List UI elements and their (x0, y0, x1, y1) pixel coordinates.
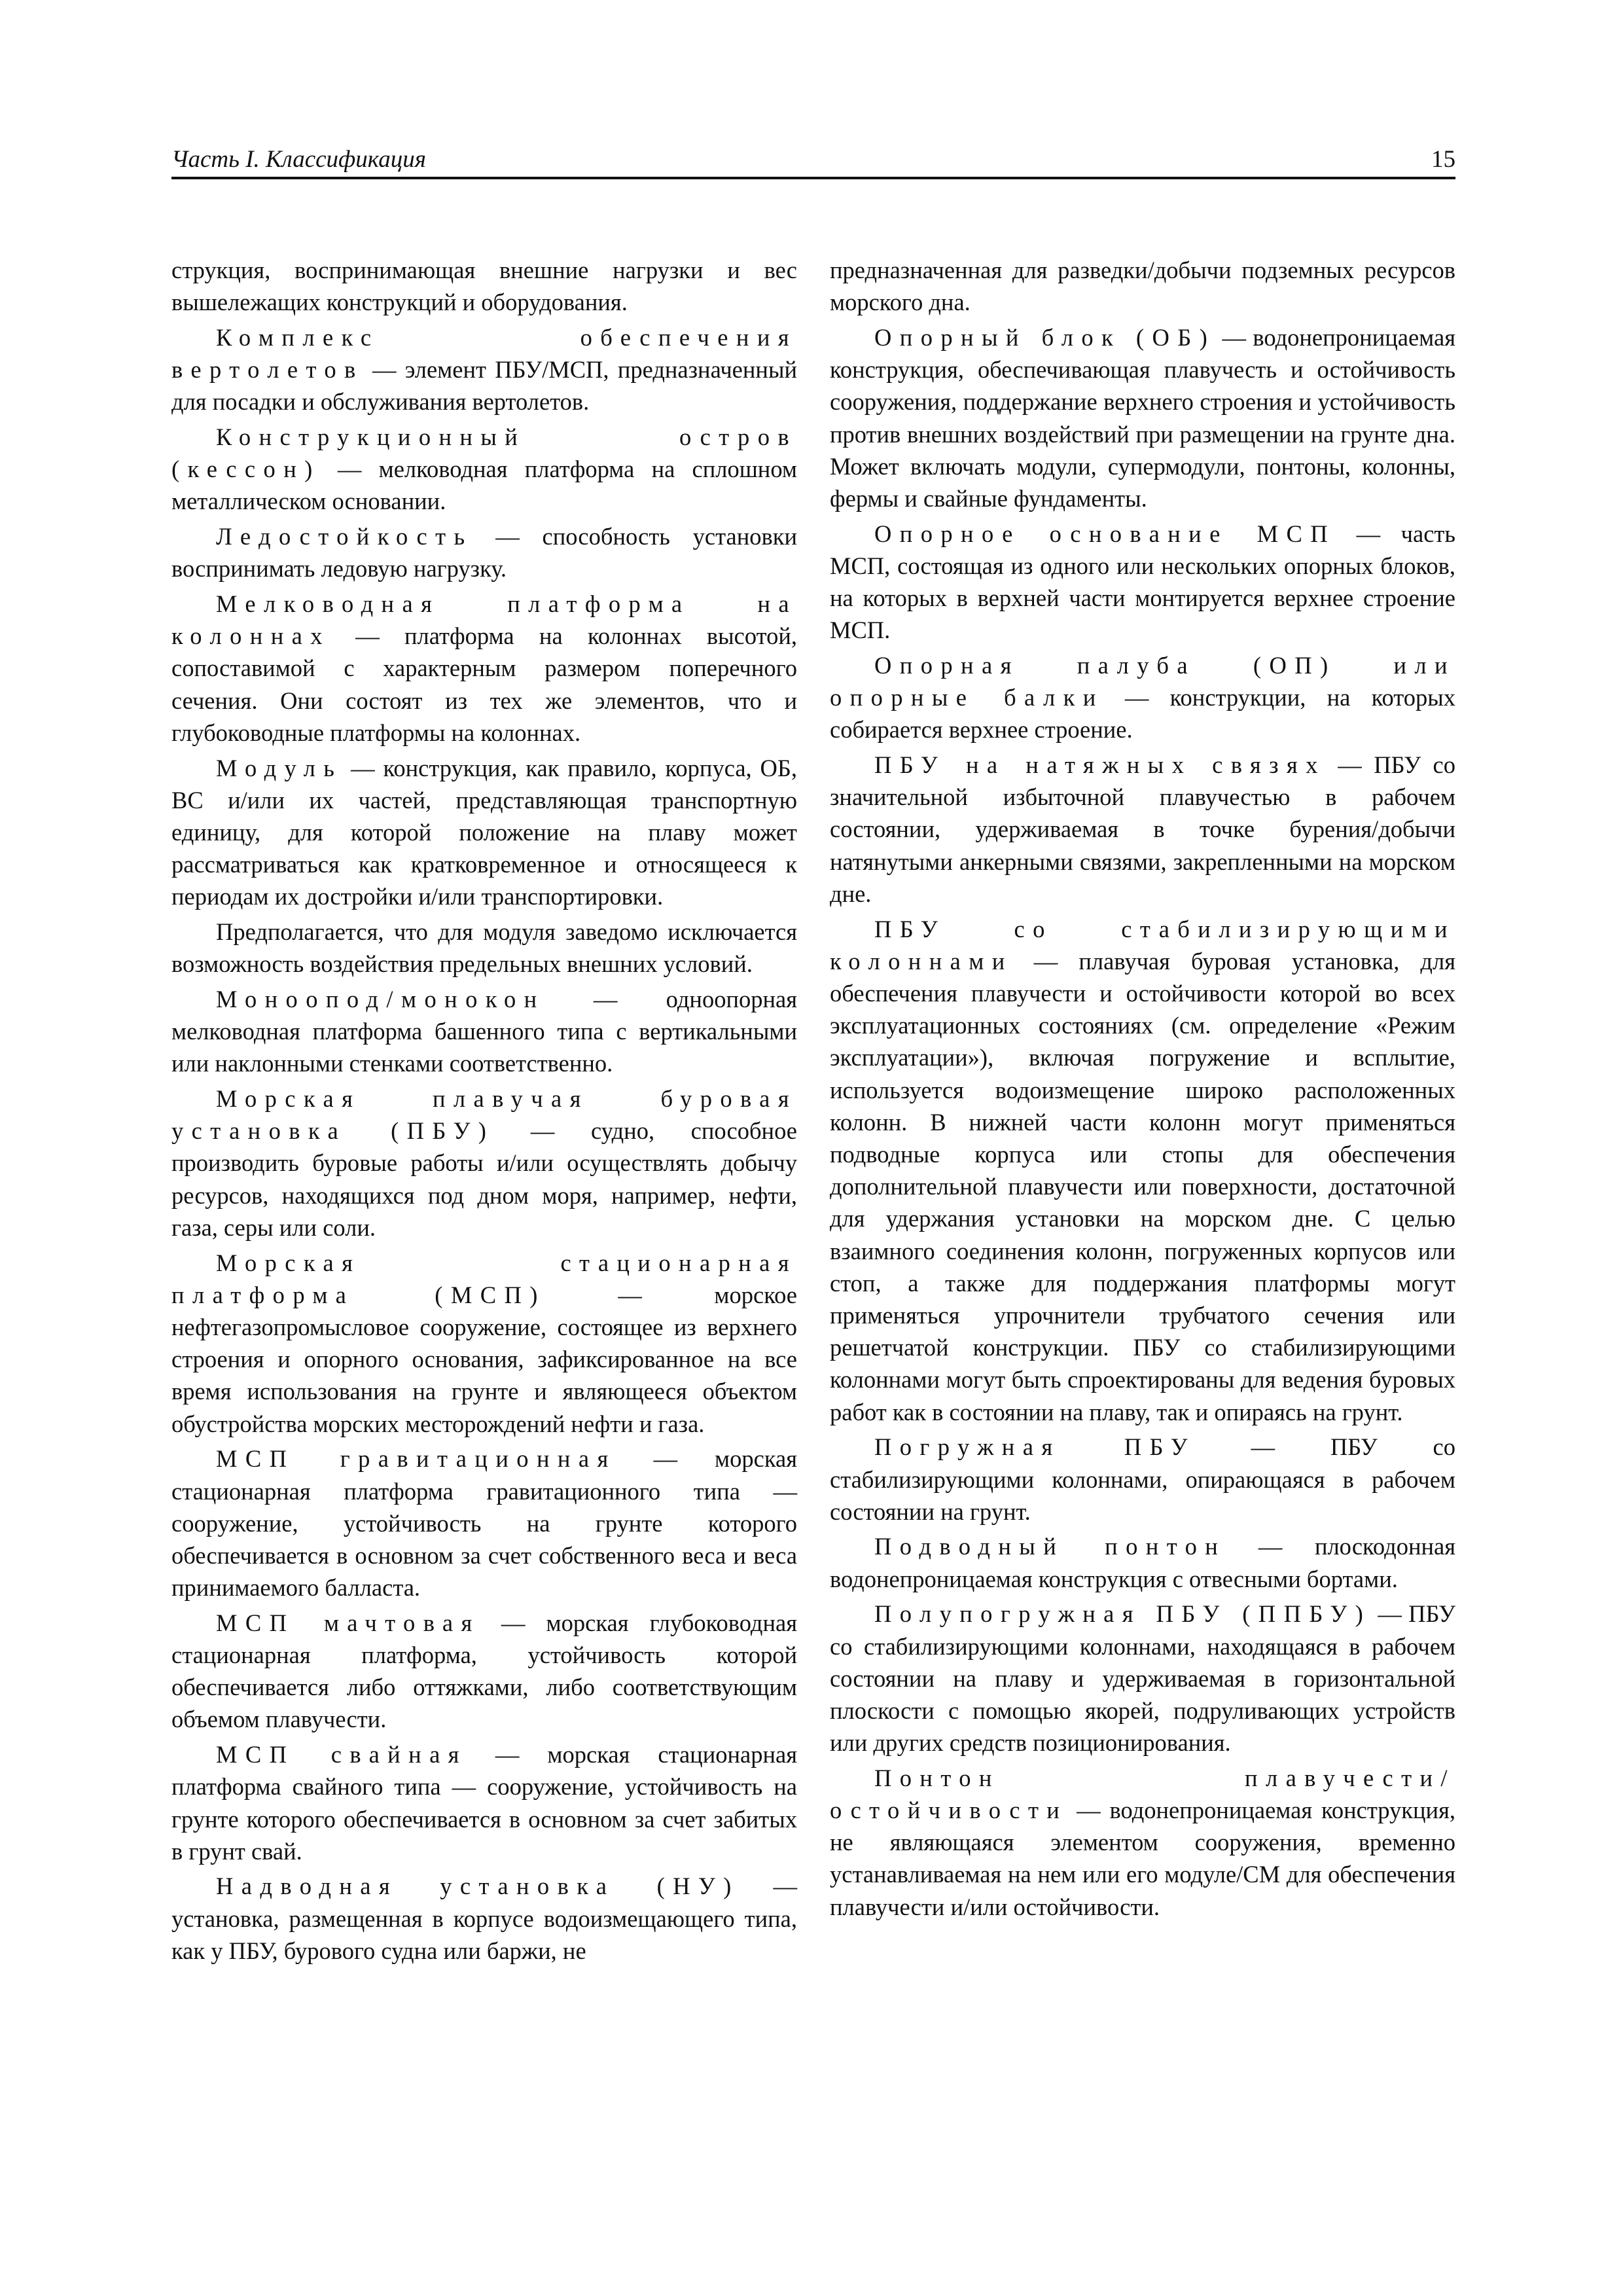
defined-term: Погружная ПБУ (874, 1433, 1196, 1461)
definition-paragraph (830, 1431, 1455, 1528)
definition-paragraph (830, 749, 1455, 910)
left-column (171, 254, 797, 1970)
definition-text: — морское нефтегазопромысловое сооружение, состоящее из верхнего строения и опорного основания, зафиксированное на все время использования на грунте и являющееся объектом обустройства морских месторождений нефти и газа. (171, 1281, 798, 1437)
definition-text: — ПБУ со стабилизирующими колоннами, опирающаяся в рабочем состоянии на грунт. (830, 1433, 1455, 1525)
definition-text: — способность установки воспринимать ледовую нагрузку. (171, 523, 797, 583)
definition-paragraph (830, 254, 1455, 318)
definition-paragraph (830, 649, 1455, 746)
definition-text: — водонепроницаемая конструкция, не являющаяся элементом сооружения, временно устанавливаемая на нем или его модуле/СМ для обеспечения плавучести и/или остойчивости. (830, 1797, 1455, 1920)
definition-text: — платформа на колоннах высотой, сопоставимой с характерным размером поперечного сечения. Они состоят из тех же элементов, что и глубоководные платформы на колоннах. (171, 622, 797, 746)
definition-paragraph (171, 1247, 797, 1440)
defined-term: Морская плавучая буровая установка (ПБУ) (171, 1085, 797, 1145)
defined-term: Ледостойкость (216, 523, 473, 550)
definition-paragraph (830, 1598, 1455, 1759)
definition-text: — часть МСП, состоящая из одного или нескольких опорных блоков, на которых в верхней части монтируется верхнее строение МСП. (830, 520, 1455, 644)
definition-paragraph (171, 916, 797, 980)
defined-term: Опорное основание МСП (874, 520, 1336, 547)
defined-term: Опорный блок (ОБ) (874, 323, 1216, 351)
definition-paragraph (171, 1083, 797, 1244)
definition-paragraph (171, 1738, 797, 1867)
definition-text: — морская глубоководная стационарная платформа, устойчивость которой обеспечивается либо оттяжками, либо соответствующим объемом плавучести. (171, 1609, 798, 1733)
definition-text: — конструкции, на которых собирается верхнее строение. (830, 684, 1455, 744)
header-rule (171, 177, 1455, 179)
defined-term: МСП гравитационная (216, 1445, 616, 1473)
definition-paragraph (171, 1870, 797, 1967)
defined-term: Модуль (216, 754, 343, 781)
definition-text: — элемент ПБУ/МСП, предназначенный для посадки и обслуживания вертолетов. (171, 356, 797, 416)
definition-text: — плоскодонная водонепроницаемая конструкция с отвесными бортами. (830, 1533, 1455, 1592)
definition-text: — водонепроницаемая конструкция, обеспечивающая плавучесть и остойчивость сооружения, поддержание верхнего строения и устойчивость против внешних воздействий при размещении на грунте дна. Может включать модули, супермодули, понтоны, колонны, фермы и свайные фундаменты. (830, 323, 1455, 512)
right-column (830, 254, 1455, 1926)
definition-paragraph (171, 1443, 797, 1604)
defined-term: Морская стационарная платформа (МСП) (171, 1249, 797, 1308)
definition-text: — одноопорная мелководная платформа башенного типа с вертикальными или наклонными стенками соответственно. (171, 985, 797, 1077)
defined-term: Комплекс обеспечения вертолетов (171, 323, 797, 384)
definition-paragraph (830, 1530, 1455, 1594)
definition-paragraph (171, 421, 797, 518)
defined-term: Понтон плавучести/остойчивости (830, 1764, 1455, 1824)
definition-paragraph (171, 752, 797, 913)
definition-text: — морская стационарная платформа гравитационного типа — сооружение, устойчивость на грунте которого обеспечивается в основном за счет собственного веса и веса принимаемого балласта. (171, 1445, 797, 1602)
definition-text: Предполагается, что для модуля заведомо исключается возможность воздействия предельных внешних условий. (171, 918, 797, 978)
definition-paragraph (171, 1607, 797, 1736)
definition-paragraph (171, 321, 797, 418)
definition-text: — плавучая буровая установка, для обеспечения плавучести и остойчивости которой во всех эксплуатационных состояниях (см. определение «Режим эксплуатации»), включая погружение и всплытие, используется водоизмещение широко расположенных колонн. В нижней части колонн могут применяться подводные корпуса или стопы для обеспечения дополнительной плавучести или поверхности, достаточной для удержания установки на морском дне. С целью взаимного соединения колонн, погруженных корпусов или стоп, а также для поддержания платформы могут применяться упрочнители трубчатого сечения или решетчатой конструкции. ПБУ со стабилизирующими колоннами могут быть спроектированы для ведения буровых работ как в состоянии на плаву, так и опираясь на грунт. (830, 947, 1455, 1426)
definition-paragraph (830, 321, 1455, 514)
page-header (171, 143, 1455, 177)
defined-term: Полупогружная ПБУ (ППБУ) (874, 1600, 1372, 1628)
definition-paragraph (830, 518, 1455, 647)
definition-text: — ПБУ со стабилизирующими колоннами, находящаяся в рабочем состоянии на плаву и удерживаемая в горизонтальной плоскости с помощью якорей, подруливающих устройств или других средств позиционирования. (830, 1600, 1455, 1757)
definition-text: — мелководная платформа на сплошном металлическом основании. (171, 456, 797, 515)
page-number: 15 (1431, 146, 1455, 173)
definition-text: — ПБУ со значительной избыточной плавучестью в рабочем состоянии, удерживаемая в точке бурения/добычи натянутыми анкерными связями, закрепленными на морском дне. (830, 751, 1456, 907)
definition-text: — конструкция, как правило, корпуса, ОБ, ВС и/или их частей, представляющая транспортную единицу, для которой положение на плаву может рассматриваться как кратковременное и относящееся к периодам их достройки и/или транспортировки. (171, 754, 797, 910)
defined-term: Моноопод/монокон (216, 985, 545, 1013)
definition-paragraph (171, 520, 797, 584)
running-title: Часть I. Классификация (171, 146, 426, 173)
definition-text: предназначенная для разведки/добычи подземных ресурсов морского дна. (830, 257, 1455, 316)
defined-term: Конструкционный остров (кессон) (171, 423, 797, 483)
definition-paragraph (171, 254, 797, 318)
definition-paragraph (171, 588, 797, 749)
defined-term: Мелководная платформа на колоннах (171, 590, 797, 650)
defined-term: МСП мачтовая (216, 1609, 480, 1636)
definition-paragraph (830, 1762, 1455, 1923)
defined-term: Надводная установка (НУ) (216, 1873, 740, 1900)
defined-term: Подводный понтон (874, 1533, 1226, 1560)
definition-text: — морская стационарная платформа свайного типа — сооружение, устойчивость на грунте которого обеспечивается в основном за счет забитых в грунт свай. (171, 1741, 797, 1865)
definition-text: — судно, способное производить буровые работы и/или осуществлять добычу ресурсов, находящихся под дном моря, например, нефти, газа, серы или соли. (171, 1117, 797, 1241)
definition-paragraph (171, 983, 797, 1080)
defined-term: ПБУ со стабилизирующими колоннами (830, 915, 1455, 975)
defined-term: ПБУ на натяжных связях (874, 751, 1326, 779)
definition-paragraph (830, 913, 1455, 1428)
defined-term: Опорная палуба (ОП) или опорные балки (830, 651, 1455, 711)
defined-term: МСП свайная (216, 1741, 467, 1768)
definition-text: струкция, воспринимающая внешние нагрузки и вес вышележащих конструкций и оборудования. (171, 257, 797, 316)
definition-text: — установка, размещенная в корпусе водоизмещающего типа, как у ПБУ, бурового судна или баржи, не (171, 1873, 797, 1964)
